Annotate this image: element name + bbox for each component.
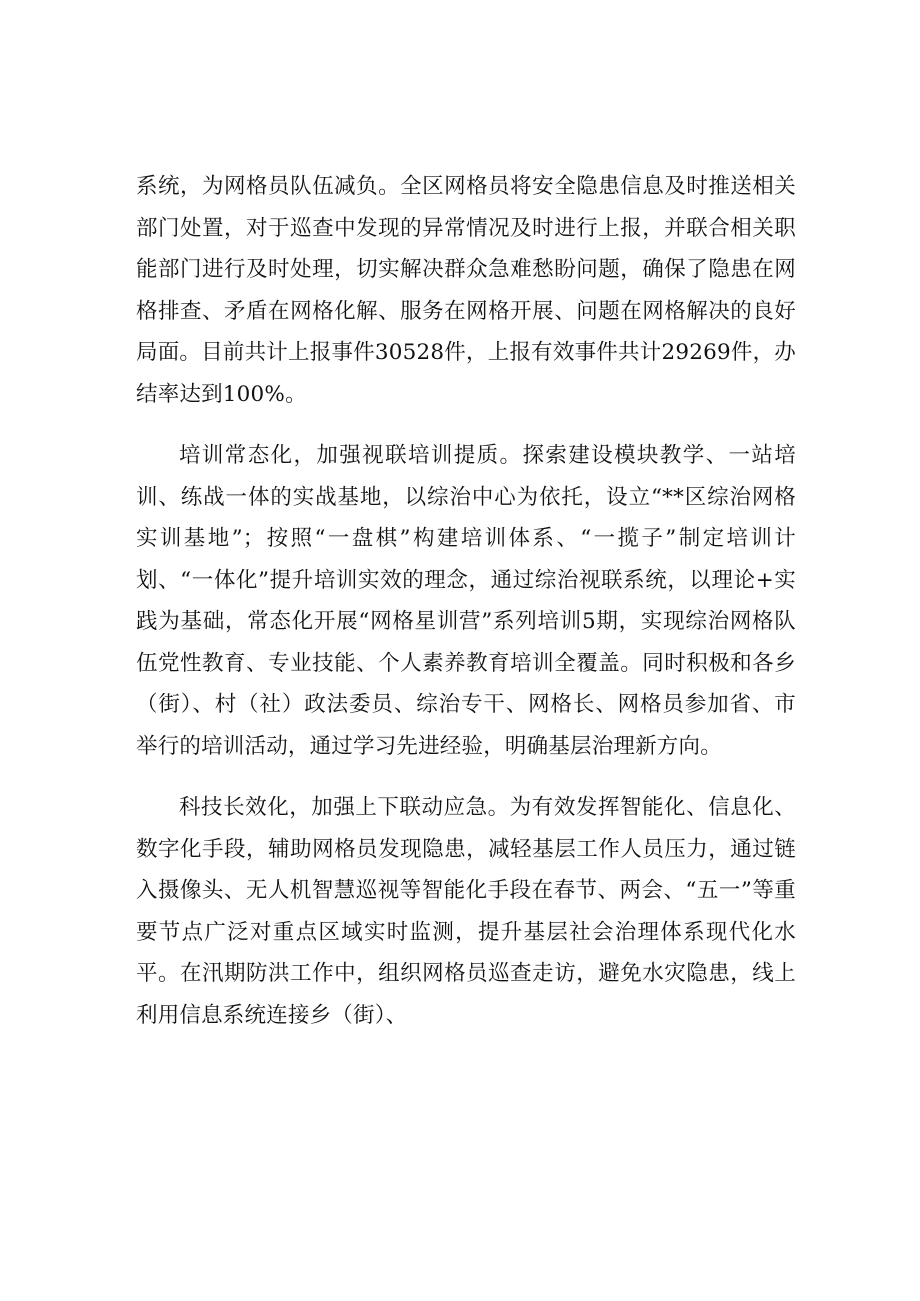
document-body <box>136 166 796 1036</box>
paragraph-training-normalization: 培训常态化，加强视联培训提质。探索建设模块教学、一站培训、练战一体的实战基地，以综治中心为依托，设立“**区综治网格实训基地”；按照“一盘棋”构建培训体系、“一揽子”制定培训计划、“一体化”提升培训实效的理念，通过综治视联系统，以理论+实践为基础，常态化开展“网格星训营”系列培训5期，实现综治网格队伍党性教育、专业技能、个人素养教育培训全覆盖。同时积极和各乡（街）、村（社）政法委员、综治专干、网格长、网格员参加省、市举行的培训活动，通过学习先进经验，明确基层治理新方向。 <box>136 443 796 759</box>
paragraph-grid-workers-reporting: 系统，为网格员队伍减负。全区网格员将安全隐患信息及时推送相关部门处置，对于巡查中发现的异常情况及时进行上报，并联合相关职能部门进行及时处理，切实解决群众急难愁盼问题，确保了隐患在网格排查、矛盾在网格化解、服务在网格开展、问题在网格解决的良好局面。目前共计上报事件30528件，上报有效事件共计29269件，办结率达到100%。 <box>136 174 796 407</box>
paragraph-technology-emergency-response: 科技长效化，加强上下联动应急。为有效发挥智能化、信息化、数字化手段，辅助网格员发现隐患，减轻基层工作人员压力，通过链入摄像头、无人机智慧巡视等智能化手段在春节、两会、“五一”等重要节点广泛对重点区域实时监测，提升基层社会治理体系现代化水平。在汛期防洪工作中，组织网格员巡查走访，避免水灾隐患，线上利用信息系统连接乡（街）、 <box>136 795 796 1028</box>
